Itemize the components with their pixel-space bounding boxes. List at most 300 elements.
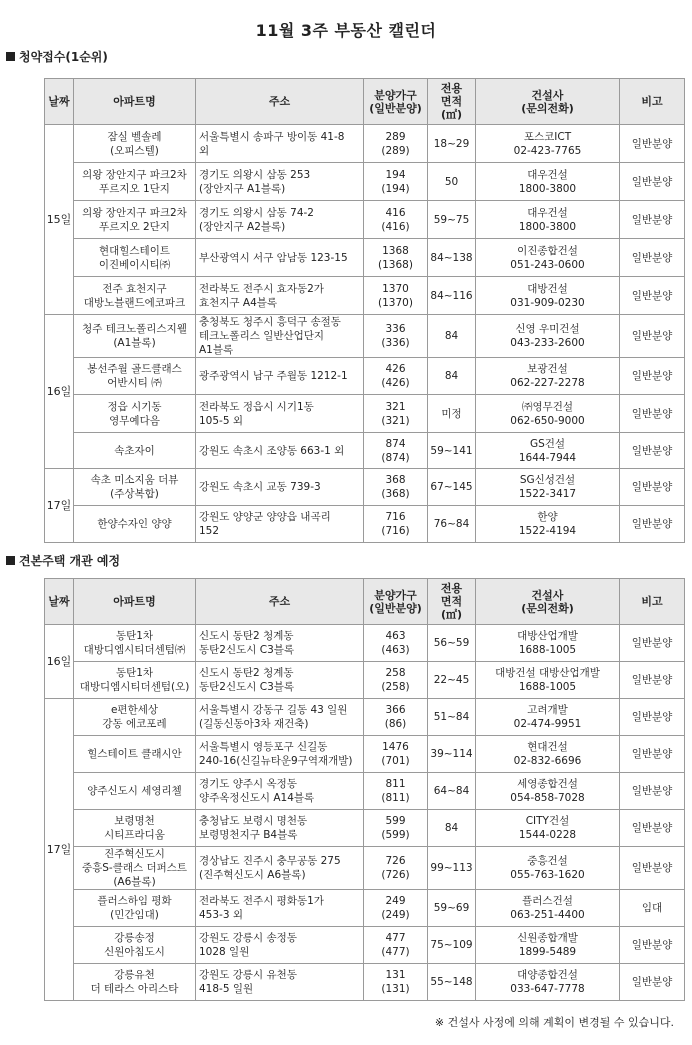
addr-line: 강원도 속초시 교동 739-3: [199, 481, 321, 493]
table-row: [45, 358, 685, 395]
note-cell: 일반분양: [620, 699, 685, 736]
note-cell: 일반분양: [620, 277, 685, 315]
addr-line: 신도시 동탄2 청계동: [199, 667, 294, 679]
apt-line: 전주 효천지구: [102, 282, 167, 295]
units-line: (726): [381, 869, 410, 881]
note-cell: 일반분양: [620, 395, 685, 433]
area-cell: 76~84: [428, 506, 476, 543]
apt-line: (A1블록): [113, 337, 156, 349]
note-cell: 일반분양: [620, 773, 685, 810]
units-cell: [364, 506, 428, 543]
apartment-cell: [74, 699, 196, 736]
table-header-row: [45, 79, 685, 125]
footnote: ※ 건설사 사정에 의해 계획이 변경될 수 있습니다.: [434, 1016, 674, 1029]
header-builder-line1: 건설사: [531, 88, 564, 102]
builder-line: 플러스건설: [522, 895, 573, 907]
addr-line: 신도시 동탄2 청계동: [199, 630, 294, 642]
units-line: 811: [385, 778, 406, 790]
apt-line: 의왕 장안지구 파크2차: [82, 206, 187, 219]
units-line: 716: [385, 511, 406, 523]
note-cell: 일반분양: [620, 736, 685, 773]
address-cell: [196, 469, 364, 506]
address-cell: [196, 773, 364, 810]
units-line: 368: [385, 474, 406, 486]
header-address: 주소: [196, 579, 364, 625]
addr-line: 경상남도 진주시 충무공동 275: [199, 855, 341, 867]
builder-line: 054-858-7028: [510, 792, 585, 804]
note-cell: 일반분양: [620, 163, 685, 201]
builder-line: 현대건설: [527, 741, 568, 753]
table-row: [45, 125, 685, 163]
model-house-table: [44, 578, 685, 1001]
addr-line: (장안지구 A1블록): [199, 182, 286, 195]
builder-line: 대방건설 대방산업개발: [495, 667, 600, 679]
builder-line: 062-650-9000: [510, 414, 585, 427]
apartment-cell: [74, 125, 196, 163]
table-row: [45, 277, 685, 315]
table-row: [45, 201, 685, 239]
addr-line: 전라북도 전주시 평화동1가: [199, 895, 324, 907]
units-line: (477): [381, 946, 410, 958]
date-cell: 16일: [45, 625, 74, 699]
addr-line: 서울특별시 강동구 길동 43 일원: [199, 704, 348, 716]
builder-line: 043-233-2600: [510, 337, 585, 349]
builder-cell: [476, 699, 620, 736]
section-heading-model-house: [6, 552, 120, 569]
units-cell: [364, 239, 428, 277]
address-cell: [196, 625, 364, 662]
units-line: 249: [385, 895, 406, 907]
builder-cell: [476, 773, 620, 810]
builder-cell: [476, 239, 620, 277]
builder-line: 1688-1005: [518, 681, 577, 693]
addr-line: 동탄2신도시 C3블록: [199, 681, 295, 693]
apt-line: (오피스텔): [110, 144, 159, 157]
apt-line: 중흥S-클래스 더퍼스트: [81, 862, 188, 874]
builder-cell: [476, 736, 620, 773]
header-apartment: 아파트명: [74, 79, 196, 125]
units-cell: [364, 125, 428, 163]
note-cell: 일반분양: [620, 201, 685, 239]
apt-line: (민간임대): [110, 909, 159, 921]
builder-line: 1522-4194: [518, 525, 577, 537]
builder-line: 02-832-6696: [513, 755, 582, 767]
addr-line: (진주혁신도시 A6블록): [199, 869, 306, 881]
builder-line: 02-474-9951: [513, 718, 582, 730]
addr-line: 418-5 일원: [199, 983, 254, 995]
apt-line: 대방디엠시티더센텀(오): [79, 681, 190, 693]
apt-line: 양주신도시 세영리첼: [87, 785, 182, 797]
addr-line: 강원도 강릉시 송정동: [199, 932, 297, 944]
address-cell: [196, 277, 364, 315]
addr-line: 광주광역시 남구 주월동 1212-1: [199, 370, 348, 382]
addr-line: 외: [199, 144, 210, 157]
units-line: 194: [385, 168, 406, 181]
table-row: [45, 315, 685, 358]
builder-line: 031-909-0230: [510, 296, 585, 309]
apartment-cell: [74, 163, 196, 201]
units-line: 416: [385, 206, 406, 219]
area-cell: 22~45: [428, 662, 476, 699]
builder-line: 055-763-1620: [510, 869, 585, 881]
note-cell: 일반분양: [620, 662, 685, 699]
units-cell: [364, 277, 428, 315]
note-cell: 일반분양: [620, 847, 685, 890]
units-cell: [364, 201, 428, 239]
apt-line: 동탄1차: [115, 667, 154, 679]
addr-line: 동탄2신도시 C3블록: [199, 644, 295, 656]
header-area-line2: 면적: [440, 595, 463, 608]
units-line: 321: [385, 400, 406, 413]
header-area-line3: (㎡): [440, 608, 463, 621]
builder-line: 포스코ICT: [523, 130, 572, 143]
square-bullet-icon: [6, 52, 15, 61]
apt-line: 대방디엠시티더센텀㈜: [83, 644, 186, 656]
area-cell: 84~138: [428, 239, 476, 277]
subscription-table: [44, 78, 685, 543]
apartment-cell: [74, 810, 196, 847]
apt-line: 동탄1차: [115, 630, 154, 642]
section-heading-text: 견본주택 개관 예정: [19, 554, 121, 568]
table-row: [45, 433, 685, 469]
units-line: (599): [381, 829, 410, 841]
addr-line: 경기도 양주시 옥정동: [199, 778, 297, 790]
units-line: 477: [385, 932, 406, 944]
note-cell: 일반분양: [620, 125, 685, 163]
header-note: 비고: [620, 79, 685, 125]
area-cell: 59~141: [428, 433, 476, 469]
apt-line: 강릉유천: [114, 969, 155, 981]
units-line: (336): [381, 337, 410, 349]
note-cell: 일반분양: [620, 625, 685, 662]
builder-cell: [476, 890, 620, 927]
header-area-line3: (㎡): [440, 108, 463, 121]
area-cell: 59~75: [428, 201, 476, 239]
builder-line: 대방건설: [527, 282, 568, 295]
header-area: [428, 79, 476, 125]
units-line: (874): [381, 451, 410, 464]
builder-cell: [476, 506, 620, 543]
header-units-line2: (일반분양): [369, 101, 422, 115]
apt-line: 시티프라디움: [104, 829, 165, 841]
address-cell: [196, 927, 364, 964]
table-row: [45, 927, 685, 964]
units-cell: [364, 847, 428, 890]
builder-line: 062-227-2278: [510, 377, 585, 389]
table-row: [45, 773, 685, 810]
apt-line: 더 테라스 아리스타: [90, 983, 179, 995]
table-row: [45, 239, 685, 277]
address-cell: [196, 847, 364, 890]
date-cell: 16일: [45, 315, 74, 469]
date-cell: 17일: [45, 469, 74, 543]
table-row: [45, 699, 685, 736]
units-line: 336: [385, 323, 406, 335]
note-cell: 임대: [620, 890, 685, 927]
builder-line: 이진종합건설: [517, 244, 578, 257]
area-cell: 84: [428, 810, 476, 847]
area-cell: 18~29: [428, 125, 476, 163]
apt-line: 정읍 시기동: [107, 400, 162, 413]
units-line: (86): [384, 718, 407, 730]
area-cell: 84: [428, 358, 476, 395]
apartment-cell: [74, 927, 196, 964]
header-units-line1: 분양가구: [374, 588, 417, 602]
address-cell: [196, 433, 364, 469]
area-cell: 84~116: [428, 277, 476, 315]
builder-cell: [476, 927, 620, 964]
addr-line: (장안지구 A2블록): [199, 220, 286, 233]
builder-line: 보광건설: [527, 363, 568, 375]
units-line: 1370: [382, 282, 409, 295]
apartment-cell: [74, 315, 196, 358]
header-area-line1: 전용: [440, 582, 463, 595]
units-cell: [364, 625, 428, 662]
units-line: (368): [381, 488, 410, 500]
addr-line: 양주옥정신도시 A14블록: [199, 792, 315, 804]
units-cell: [364, 662, 428, 699]
apartment-cell: [74, 469, 196, 506]
note-cell: 일반분양: [620, 315, 685, 358]
builder-line: 1522-3417: [518, 488, 577, 500]
builder-cell: [476, 662, 620, 699]
apartment-cell: [74, 201, 196, 239]
units-line: 426: [385, 363, 406, 375]
header-units-line1: 분양가구: [374, 88, 417, 102]
apt-line: e편한세상: [110, 704, 159, 716]
table-row: [45, 847, 685, 890]
apt-line: 푸르지오 2단지: [99, 220, 170, 233]
area-cell: 84: [428, 315, 476, 358]
note-cell: 일반분양: [620, 358, 685, 395]
builder-line: 1544-0228: [518, 829, 577, 841]
builder-line: 대우건설: [527, 206, 568, 219]
header-builder-line1: 건설사: [531, 588, 564, 602]
table-row: [45, 890, 685, 927]
table-header-row: [45, 579, 685, 625]
addr-line: 충청남도 보령시 명천동: [199, 815, 308, 827]
area-cell: 55~148: [428, 964, 476, 1001]
builder-cell: [476, 625, 620, 662]
builder-cell: [476, 395, 620, 433]
apartment-cell: [74, 847, 196, 890]
units-line: (426): [381, 377, 410, 389]
header-address: 주소: [196, 79, 364, 125]
apt-line: 플러스하임 평화: [97, 895, 172, 907]
area-cell: 50: [428, 163, 476, 201]
units-line: (1370): [378, 296, 413, 309]
units-cell: [364, 890, 428, 927]
addr-line: 서울특별시 영등포구 신길동: [199, 741, 328, 753]
units-line: 726: [385, 855, 406, 867]
address-cell: [196, 125, 364, 163]
page-title: 11월 3주 부동산 캘린더: [255, 21, 437, 40]
builder-cell: [476, 847, 620, 890]
builder-line: CITY건설: [525, 815, 570, 827]
apt-line: 힐스테이트 클래시안: [87, 748, 182, 760]
apt-line: 봉선주월 골드클래스: [87, 363, 182, 375]
apartment-cell: [74, 277, 196, 315]
apt-line: 현대힐스테이트: [98, 244, 170, 257]
date-cell: 15일: [45, 125, 74, 315]
table-row: [45, 469, 685, 506]
builder-line: GS건설: [529, 437, 566, 450]
address-cell: [196, 699, 364, 736]
units-line: (249): [381, 909, 410, 921]
addr-line: 테크노폴리스 일반산업단지: [199, 330, 325, 342]
units-line: 289: [385, 130, 406, 143]
apt-line: 속초 미소지움 더뷰: [90, 474, 179, 486]
note-cell: 일반분양: [620, 469, 685, 506]
addr-line: A1블록: [199, 344, 234, 356]
builder-cell: [476, 810, 620, 847]
apt-line: 대방노블랜드에코파크: [83, 296, 186, 309]
address-cell: [196, 395, 364, 433]
builder-cell: [476, 163, 620, 201]
builder-line: 1688-1005: [518, 644, 577, 656]
section-heading-subscription: [6, 48, 108, 65]
units-line: (1368): [378, 258, 413, 271]
area-cell: 51~84: [428, 699, 476, 736]
units-line: (289): [381, 144, 410, 157]
units-cell: [364, 964, 428, 1001]
area-cell: 56~59: [428, 625, 476, 662]
builder-line: 중흥건설: [527, 855, 568, 867]
builder-cell: [476, 125, 620, 163]
builder-line: 신원종합개발: [517, 932, 578, 944]
note-cell: 일반분양: [620, 927, 685, 964]
apartment-cell: [74, 625, 196, 662]
addr-line: 부산광역시 서구 암남동 123-15: [199, 251, 348, 264]
address-cell: [196, 239, 364, 277]
units-line: (811): [381, 792, 410, 804]
area-cell: 39~114: [428, 736, 476, 773]
address-cell: [196, 662, 364, 699]
address-cell: [196, 736, 364, 773]
table-row: [45, 736, 685, 773]
apt-line: 청주 테크노폴리스지웰: [82, 323, 187, 335]
table-row: [45, 625, 685, 662]
apt-line: 어반시티 ㈜: [107, 377, 162, 389]
header-builder-line2: (문의전화): [521, 101, 574, 115]
area-cell: 67~145: [428, 469, 476, 506]
builder-line: 1800-3800: [518, 182, 577, 195]
header-units-line2: (일반분양): [369, 601, 422, 615]
header-date: 날짜: [45, 79, 74, 125]
units-cell: [364, 358, 428, 395]
header-date: 날짜: [45, 579, 74, 625]
apt-line: 한양수자인 양양: [97, 518, 172, 530]
units-cell: [364, 163, 428, 201]
apt-line: 강릉송정: [114, 932, 155, 944]
builder-line: ㈜영무건설: [521, 400, 574, 413]
apartment-cell: [74, 395, 196, 433]
builder-cell: [476, 277, 620, 315]
units-cell: [364, 699, 428, 736]
header-builder-line2: (문의전화): [521, 601, 574, 615]
address-cell: [196, 890, 364, 927]
apt-line: 강동 에코포레: [102, 718, 167, 730]
builder-line: 신영 우미건설: [515, 323, 580, 335]
units-cell: [364, 433, 428, 469]
addr-line: 전라북도 전주시 효자동2가: [199, 282, 324, 295]
apartment-cell: [74, 964, 196, 1001]
addr-line: 전라북도 정읍시 시기1동: [199, 400, 314, 413]
header-area-line1: 전용: [440, 82, 463, 95]
table-row: [45, 395, 685, 433]
address-cell: [196, 964, 364, 1001]
apartment-cell: [74, 239, 196, 277]
apartment-cell: [74, 736, 196, 773]
units-cell: [364, 395, 428, 433]
builder-line: 063-251-4400: [510, 909, 585, 921]
apt-line: 푸르지오 1단지: [99, 182, 170, 195]
units-line: 366: [385, 704, 406, 716]
units-line: (131): [381, 983, 410, 995]
units-line: (416): [381, 220, 410, 233]
addr-line: 효천지구 A4블록: [199, 296, 278, 309]
apartment-cell: [74, 506, 196, 543]
area-cell: 75~109: [428, 927, 476, 964]
note-cell: 일반분양: [620, 506, 685, 543]
units-line: 1476: [382, 741, 409, 753]
units-line: (716): [381, 525, 410, 537]
addr-line: 충청북도 청주시 흥덕구 송절동: [199, 316, 341, 328]
units-cell: [364, 736, 428, 773]
header-builder: [476, 579, 620, 625]
builder-line: 대우건설: [527, 168, 568, 181]
address-cell: [196, 358, 364, 395]
addr-line: 453-3 외: [199, 909, 243, 921]
addr-line: 152: [199, 525, 220, 537]
table-row: [45, 810, 685, 847]
apt-line: 영무예다음: [109, 414, 160, 427]
note-cell: 일반분양: [620, 810, 685, 847]
apt-line: 의왕 장안지구 파크2차: [82, 168, 187, 181]
area-cell: 59~69: [428, 890, 476, 927]
units-cell: [364, 315, 428, 358]
builder-line: 033-647-7778: [510, 983, 585, 995]
builder-line: 02-423-7765: [513, 144, 582, 157]
builder-cell: [476, 201, 620, 239]
builder-cell: [476, 964, 620, 1001]
builder-cell: [476, 315, 620, 358]
apt-line: (주상복합): [110, 488, 159, 500]
area-cell: 64~84: [428, 773, 476, 810]
builder-line: SG신성건설: [519, 474, 576, 486]
addr-line: 강원도 양양군 양양읍 내곡리: [199, 511, 331, 523]
address-cell: [196, 810, 364, 847]
units-cell: [364, 773, 428, 810]
apt-line: 속초자이: [114, 444, 155, 457]
apartment-cell: [74, 773, 196, 810]
apartment-cell: [74, 662, 196, 699]
units-line: (321): [381, 414, 410, 427]
builder-cell: [476, 358, 620, 395]
note-cell: 일반분양: [620, 239, 685, 277]
header-units: [364, 579, 428, 625]
apartment-cell: [74, 358, 196, 395]
builder-cell: [476, 469, 620, 506]
header-apartment: 아파트명: [74, 579, 196, 625]
header-builder: [476, 79, 620, 125]
table-row: [45, 163, 685, 201]
section-heading-text: 청약접수(1순위): [19, 50, 108, 64]
note-cell: 일반분양: [620, 433, 685, 469]
units-line: (194): [381, 182, 410, 195]
note-cell: 일반분양: [620, 964, 685, 1001]
units-line: 131: [385, 969, 406, 981]
